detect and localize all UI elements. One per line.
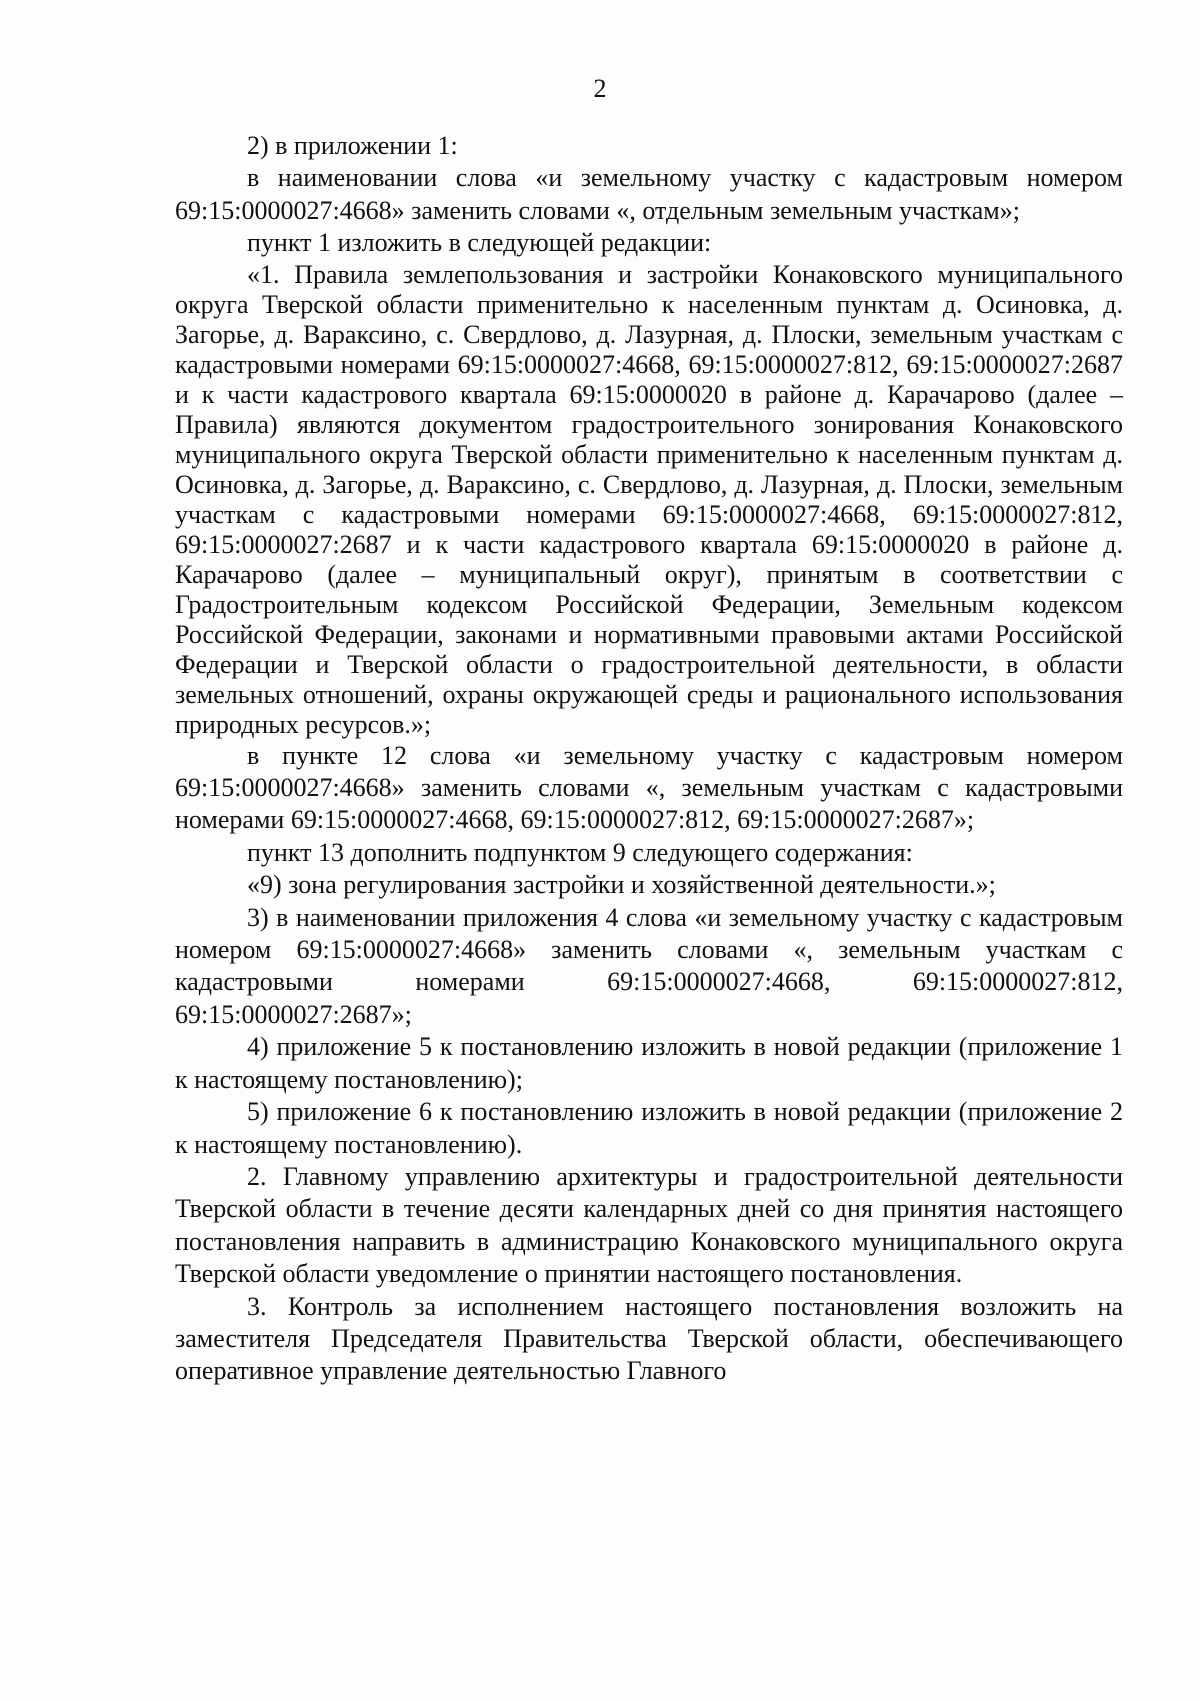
paragraph-subpoint-9: «9) зона регулирования застройки и хозяйственной деятельности.»; [247, 870, 996, 900]
paragraph-item-3: 3) в наименовании приложения 4 слова «и земельному участку с кадастровым номером 69:15:0000027:4668» заменить словами «, земельным участкам с кадастровыми номерами 69:15:0000027:4668, 69:15:0000027:812, 69:15:0000027:2687»; [175, 902, 1123, 1029]
paragraph-title-replacement: в наименовании слова «и земельному участку с кадастровым номером 69:15:0000027:4668» заменить словами «, отдельным земельным участкам»; [175, 163, 1123, 225]
paragraph-item-4: 4) приложение 5 к постановлению изложить в новой редакции (приложение 1 к настоящему постановлению); [175, 1032, 1123, 1094]
paragraph-point-1-intro: пункт 1 изложить в следующей редакции: [247, 228, 712, 258]
paragraph-item-5: 5) приложение 6 к постановлению изложить в новой редакции (приложение 2 к настоящему постановлению). [175, 1097, 1123, 1159]
document-body [175, 130, 1123, 1388]
paragraph-point-13-addition: пункт 13 дополнить подпунктом 9 следующего содержания: [247, 837, 913, 867]
paragraph-item-2-heading: 2) в приложении 1: [247, 131, 458, 160]
paragraph-section-2: 2. Главному управлению архитектуры и градостроительной деятельности Тверской области в течение десяти календарных дней со дня принятия настоящего постановления направить в администрацию Конаковского муниципального округа Тверской области уведомление о принятии настоящего постановления. [175, 1161, 1123, 1289]
page-number: 2 [593, 74, 607, 103]
paragraph-point-12-replacement: в пункте 12 слова «и земельному участку с кадастровым номером 69:15:0000027:4668» заменить словами «, земельным участкам с кадастровыми номерами 69:15:0000027:4668, 69:15:0000027:812, 69:15:0000027:2687»; [175, 740, 1123, 835]
paragraph-point-1-text: «1. Правила землепользования и застройки Конаковского муниципального округа Тверской области применительно к населенным пунктам д. Осиновка, д. Загорье, д. Вараксино, с. Свердлово, д. Лазурная, д. Плоски, земельным участкам с кадастровыми номерами 69:15:0000027:4668, 69:15:0000027:812, 69:15:0000027:2687 и к части кадастрового квартала 69:15:0000020 в районе д. Карачарово (далее – Правила) являются документом градостроительного зонирования Конаковского муниципального округа Тверской области применительно к населенным пунктам д. Осиновка, д. Загорье, д. Вараксино, с. Свердлово, д. Лазурная, д. Плоски, земельным участкам с кадастровыми номерами 69:15:0000027:4668, 69:15:0000027:812, 69:15:0000027:2687 и к части кадастрового квартала 69:15:0000020 в районе д. Карачарово (далее – муниципальный округ), принятым в соответствии с Градостроительным кодексом Российской Федерации, Земельным кодексом Российской Федерации, законами и нормативными правовыми актами Российской Федерации и Тверской области о градостроительной деятельности, в области земельных отношений, охраны окружающей среды и рационального использования природных ресурсов.»; [175, 259, 1123, 739]
paragraph-section-3: 3. Контроль за исполнением настоящего постановления возложить на заместителя Председателя Правительства Тверской области, обеспечивающего оперативное управление деятельностью Главного [175, 1291, 1123, 1386]
